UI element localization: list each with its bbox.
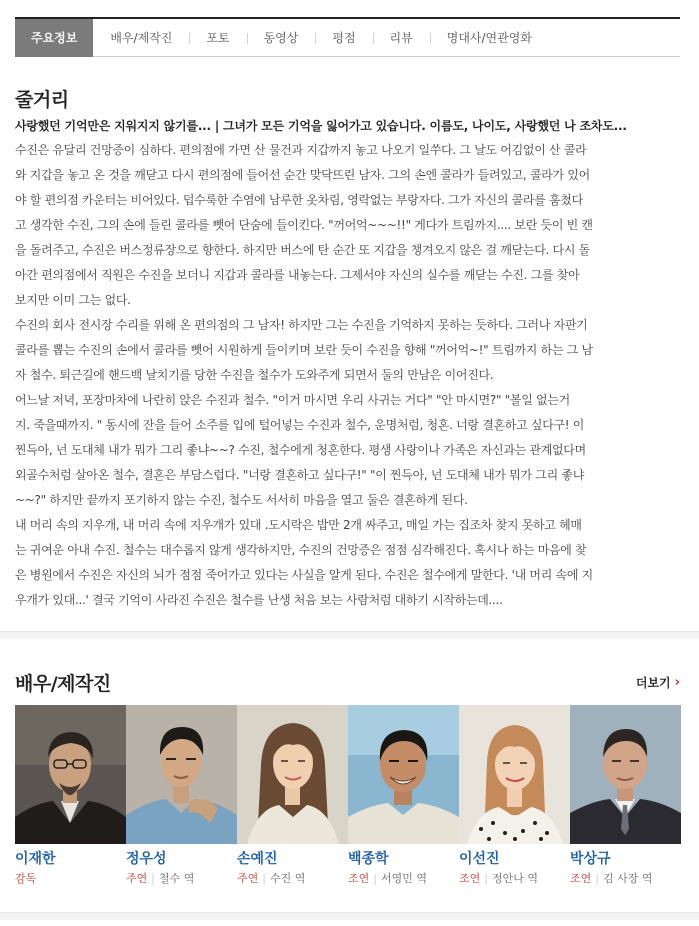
actor-portrait-icon xyxy=(348,705,459,844)
more-cast-link[interactable] xyxy=(636,674,680,691)
actress-portrait-icon xyxy=(459,705,570,844)
plot-line: 자 철수. 퇴근길에 핸드백 날치기를 당한 수진을 철수가 도와주게 되면서 둘의 만남은 이어진다. xyxy=(15,368,494,382)
cast-name[interactable]: 손예진 xyxy=(237,851,278,867)
role-separator: | xyxy=(262,872,266,885)
more-label: 더보기 xyxy=(635,676,671,690)
plot-line: 아간 편의점에서 직원은 수진을 보더니 지갑과 콜라를 내놓는다. 그제서야 자신의 실수를 깨닫는 수진. 그를 찾아 xyxy=(15,268,580,282)
role-type: 주연 xyxy=(126,872,148,885)
tab-review[interactable]: 리뷰 xyxy=(373,19,430,57)
chevron-right-icon: › xyxy=(674,675,680,690)
main-tab-bar xyxy=(15,17,680,57)
plot-heading: 줄거리 xyxy=(15,89,69,111)
plot-body xyxy=(15,138,683,613)
tab-rating[interactable]: 평점 xyxy=(315,19,372,57)
role-separator: | xyxy=(151,872,155,885)
plot-line: 야 할 편의점 카운터는 비어있다. 덥수룩한 수염에 남루한 옷차림, 영락없는 부랑자다. 그가 자신의 콜라를 훔쳤다 xyxy=(15,193,583,207)
cast-role xyxy=(348,870,427,886)
plot-line: 보지만 이미 그는 없다. xyxy=(15,293,131,307)
plot-line: 지. 죽을때까지. " 동시에 잔을 들어 소주를 입에 털어넣는 수진과 철수, 운명처럼, 청혼. 너랑 결혼하고 싶다구! 이 xyxy=(15,418,585,432)
cast-card[interactable] xyxy=(570,705,681,885)
plot-line: 와 지갑을 놓고 온 것을 깨닫고 다시 편의점에 들어선 순간 맞닥뜨린 남자. 그의 손엔 콜라가 들려있고, 콜라가 있어 xyxy=(15,168,590,182)
role-type: 조연 xyxy=(348,872,370,885)
plot-line: 는 귀여운 아내 수진. 철수는 대수롭지 않게 생각하지만, 수진의 건망증은 점점 심각해진다. 혹시나 하는 마음에 찾 xyxy=(15,543,587,557)
actor-portrait-icon xyxy=(126,705,237,844)
plot-line: 수진의 회사 전시장 수리를 위해 온 편의점의 그 남자! 하지만 그는 수진을 기억하지 못하는 듯하다. 그러나 자판기 xyxy=(15,318,588,332)
role-type: 주연 xyxy=(237,872,259,885)
cast-heading: 배우/제작진 xyxy=(15,673,111,695)
cast-name[interactable]: 이선진 xyxy=(459,851,500,867)
plot-line: 을 돌려주고, 수진은 버스정류장으로 향한다. 하지만 버스에 탄 순간 또 지갑을 챙겨오지 않은 걸 깨닫는다. 다시 돌 xyxy=(15,243,590,257)
tab-main-info[interactable]: 주요정보 xyxy=(15,19,93,57)
cast-role xyxy=(459,870,538,886)
plot-summary: 사랑했던 기억만은 지워지지 않기를... | 그녀가 모든 기억을 잃어가고 있습니다. 이름도, 나이도, 사랑했던 나 조차도... xyxy=(15,119,627,133)
actor-portrait-icon xyxy=(570,705,681,844)
role-separator: | xyxy=(373,872,377,885)
role-type: 감독 xyxy=(15,872,37,885)
cast-card[interactable] xyxy=(15,705,126,885)
tab-quotes-related[interactable]: 명대사/연관영화 xyxy=(430,19,549,57)
plot-line: 외골수처럼 살아온 철수, 결혼은 부담스럽다. "너랑 결혼하고 싶다구!" "이 찐득아, 넌 도대체 내가 뭐가 그리 좋냐 xyxy=(15,468,584,482)
tab-photo[interactable]: 포토 xyxy=(189,19,246,57)
role-character: 철수 역 xyxy=(158,872,195,885)
plot-line: 내 머리 속의 지우개, 내 머리 속에 지우개가 있대 .도시락은 밥만 2개 싸주고, 매일 가는 집조차 찾지 못하고 헤매 xyxy=(15,518,582,532)
plot-line: ~~?" 하지만 끝까지 포기하지 않는 수진, 철수도 서서히 마음을 열고 둘은 결혼하게 된다. xyxy=(15,493,468,507)
plot-line: 우개가 있대...' 결국 기억이 사라진 수진은 철수를 난생 처음 보는 사람처럼 대하기 시작하는데.... xyxy=(15,593,503,607)
plot-line: 수진은 유달리 건망증이 심하다. 편의점에 가면 산 물건과 지갑까지 놓고 나오기 일쑤다. 그 날도 어김없이 산 콜라 xyxy=(15,143,587,157)
plot-line: 고 생각한 수진, 그의 손에 들린 콜라를 뺏어 단숨에 들이킨다. "꺼어억~~~!!" 게다가 트림까지.... 보란 듯이 빈 캔 xyxy=(15,218,593,232)
role-character: 김 사장 역 xyxy=(602,872,653,885)
cast-name[interactable]: 정우성 xyxy=(126,851,167,867)
cast-role xyxy=(570,870,652,886)
section-divider xyxy=(0,912,699,920)
role-character: 정안나 역 xyxy=(491,872,538,885)
tab-video[interactable]: 동영상 xyxy=(247,19,316,57)
cast-name[interactable]: 이재한 xyxy=(15,851,56,867)
cast-name[interactable]: 박상규 xyxy=(570,851,611,867)
role-type: 조연 xyxy=(570,872,592,885)
cast-role xyxy=(237,870,305,886)
role-character: 서영민 역 xyxy=(380,872,427,885)
cast-card[interactable] xyxy=(348,705,459,885)
role-separator: | xyxy=(484,872,488,885)
plot-line: 콜라를 뽑는 수진의 손에서 콜라를 뺏어 시원하게 들이키며 보란 듯이 수진을 향해 "꺼어억~!" 트림까지 하는 그 남 xyxy=(15,343,593,357)
section-divider xyxy=(0,631,699,639)
cast-card[interactable] xyxy=(126,705,237,885)
cast-list xyxy=(15,705,680,885)
role-separator: | xyxy=(595,872,599,885)
cast-card[interactable] xyxy=(459,705,570,885)
actress-portrait-icon xyxy=(237,705,348,844)
tab-cast-crew[interactable]: 배우/제작진 xyxy=(110,31,173,45)
plot-line: 어느날 저녁, 포장마차에 나란히 앉은 수진과 철수. "이거 마시면 우리 사귀는 거다" "안 마시면?" "볼일 없는거 xyxy=(15,393,570,407)
cast-card[interactable] xyxy=(237,705,348,885)
director-portrait-icon xyxy=(15,705,126,844)
role-character: 수진 역 xyxy=(269,872,306,885)
cast-name[interactable]: 백종학 xyxy=(348,851,389,867)
cast-role xyxy=(15,870,36,886)
plot-line: 찐득아, 넌 도대체 내가 뭐가 그리 좋냐~~? 수진, 철수에게 청혼한다. 평생 사랑이나 가족은 자신과는 관계없다며 xyxy=(15,443,586,457)
plot-line: 은 병원에서 수진은 자신의 뇌가 점점 죽어가고 있다는 사실을 알게 된다. 수진은 철수에게 말한다. '내 머리 속에 지 xyxy=(15,568,593,582)
cast-role xyxy=(126,870,194,886)
role-type: 조연 xyxy=(459,872,481,885)
